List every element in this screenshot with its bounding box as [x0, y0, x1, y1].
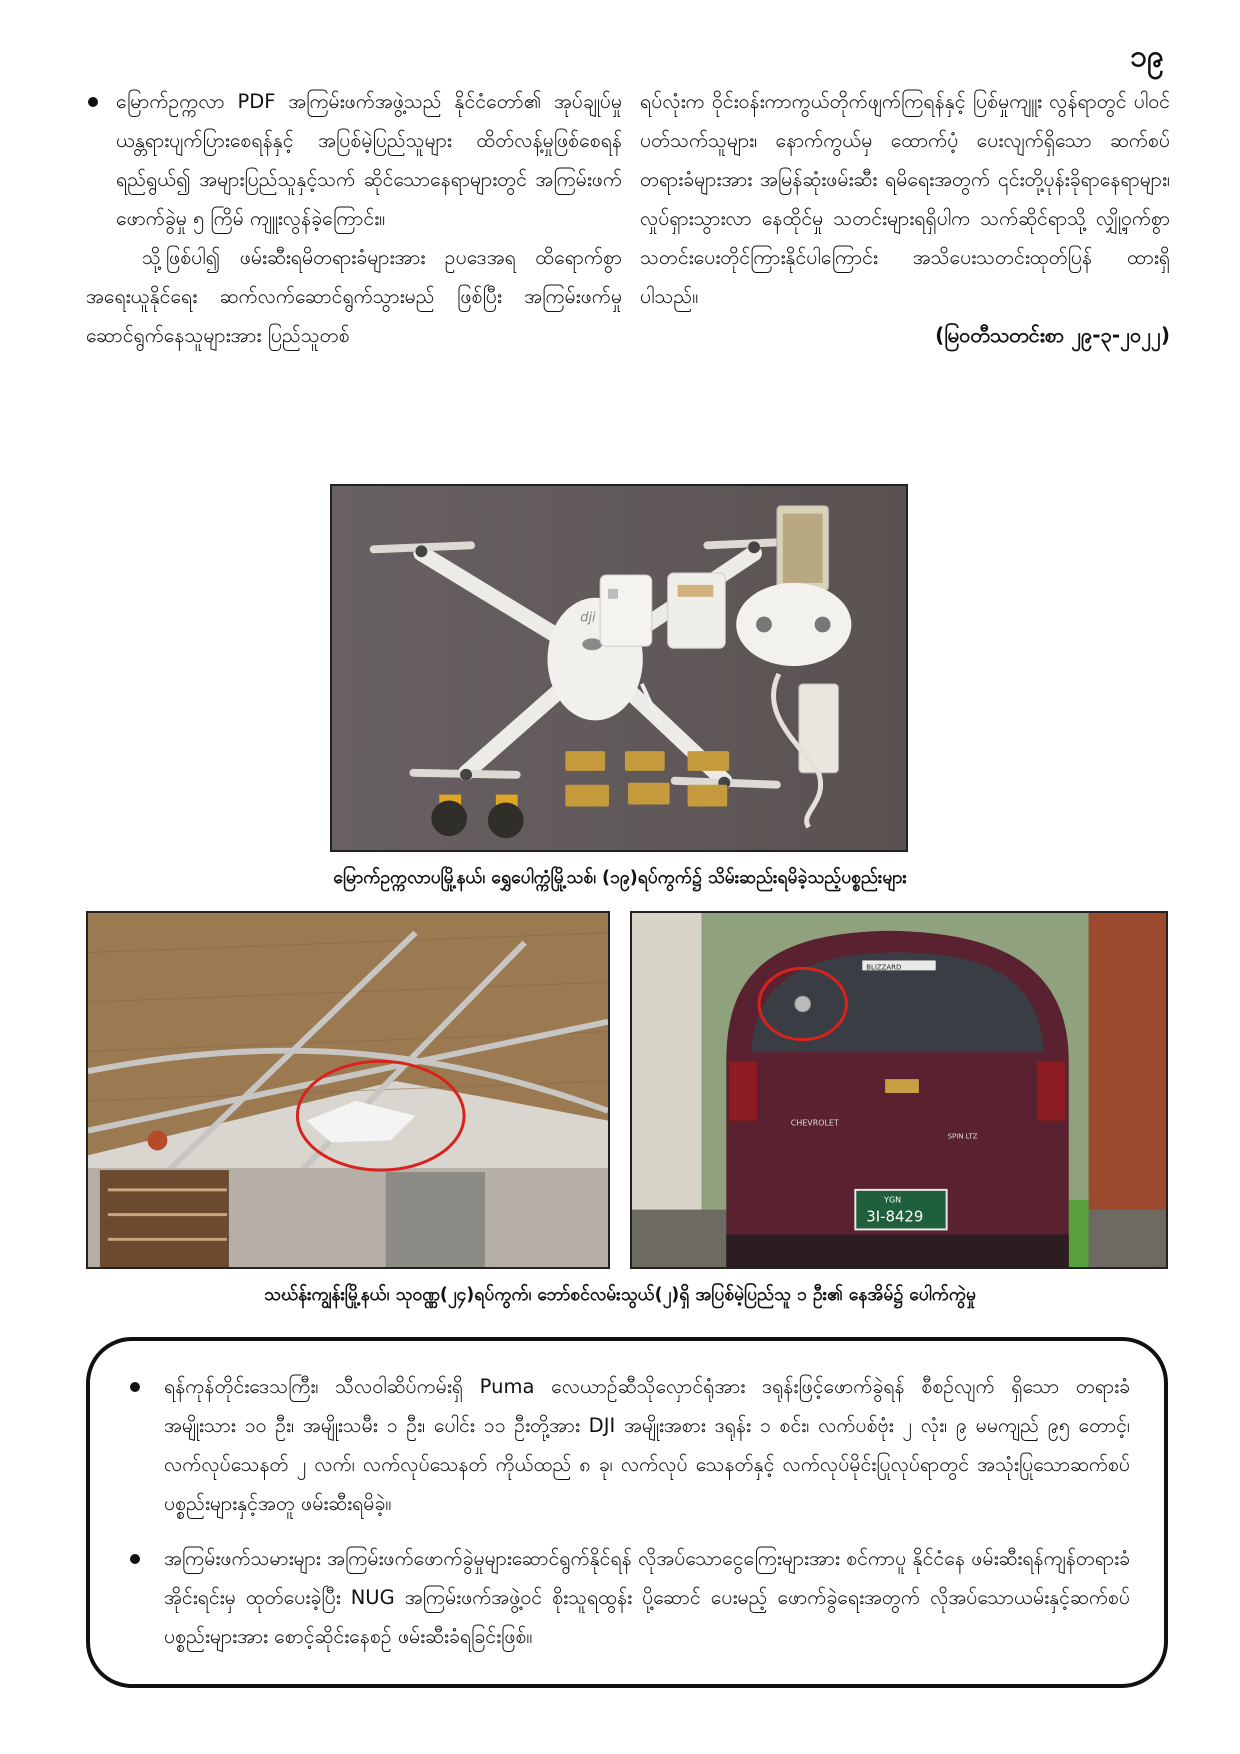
summary-item-text: အကြမ်းဖက်သမားများ အကြမ်းဖက်ဖောက်ခွဲမှုများဆောင်ရွက်နိုင်ရန် လိုအပ်သောငွေကြေးများအား စင်ကာပူ နိုင်ငံနေ ဖမ်းဆီးရန်ကျန်တရားခံ အိုင်းရင်းမှ ထုတ်ပေးခဲ့ပြီး NUG အကြမ်းဖက်အဖွဲ့ဝင် စိုးသူရထွန်း ပို့ဆောင် ပေးမည့် ဖောက်ခွဲရေးအတွက် လိုအပ်သောယမ်းနှင့်ဆက်စပ်ပစ္စည်းများအား စောင့်ဆိုင်းနေစဉ် ဖမ်းဆီးခံရခြင်းဖြစ်။: [164, 1547, 1130, 1648]
figure1-caption: မြောက်ဥက္ကလာပမြို့နယ်၊ ရွှေပေါက္ကံမြို့သစ်၊ (၁၉)ရပ်ကွက်၌ သိမ်းဆည်းရမိခဲ့သည့်ပစ္စည်းများ: [333, 868, 907, 888]
bullet-icon: [130, 1382, 140, 1392]
summary-item: [124, 1539, 1130, 1656]
right-paragraph: ရပ်လုံးက ဝိုင်းဝန်းကာကွယ်တိုက်ဖျက်ကြရန်နှင့် ပြစ်မှုကျူး လွန်ရာတွင် ပါဝင်ပတ်သက်သူများ၊ နောက်ကွယ်မှ ထောက်ပံ့ ပေးလျက်ရှိသော ဆက်စပ်တရားခံများအား အမြန်ဆုံးဖမ်းဆီး ရမိရေးအတွက် ၎င်းတို့ပုန်းခိုရာနေရာများ၊ လှုပ်ရှားသွားလာ နေထိုင်မှု သတင်းများရရှိပါက သက်ဆိုင်ရာသို့ လျှို့ဝှက်စွာ သတင်းပေးတိုင်ကြားနိုင်ပါကြောင်း အသိပေးသတင်းထုတ်ပြန် ထားရှိပါသည်။: [640, 90, 1170, 308]
left-bullet-paragraph: [86, 82, 622, 238]
plate-number-text: 3I-8429: [866, 1207, 924, 1226]
left-bullet-text: မြောက်ဥက္ကလာ PDF အကြမ်းဖက်အဖွဲ့သည် နိုင်ငံတော်၏ အုပ်ချုပ်မှုယန္တရားပျက်ပြားစေရန်နှင့် အပြစ်မဲ့ပြည်သူများ ထိတ်လန့်မှုဖြစ်စေရန်ရည်ရွယ်၍ အများပြည်သူနှင့်သက် ဆိုင်သောနေရာများတွင် အကြမ်းဖက်ဖောက်ခွဲမှု ၅ ကြိမ် ကျူးလွန်ခဲ့ကြောင်း။: [116, 90, 622, 230]
right-column: [640, 82, 1170, 355]
summary-box: [86, 1337, 1168, 1688]
seized-items-photo: [330, 484, 908, 852]
source-citation: (မြဝတီသတင်းစာ ၂၉-၃-၂၀၂၂): [935, 323, 1170, 347]
canopy-damage-photo: [86, 911, 610, 1269]
bullet-icon: [130, 1554, 140, 1564]
left-paragraph-2: သို့ဖြစ်ပါ၍ ဖမ်းဆီးရမိတရားခံများအား ဥပဒေအရ ထိရောက်စွာအရေးယူနိုင်ရေး ဆက်လက်ဆောင်ရွက်သွားမည် ဖြစ်ပြီး အကြမ်းဖက်မှုဆောင်ရွက်နေသူများအား ပြည်သူတစ်: [86, 246, 622, 347]
rear-sticker-text: BLIZZARD: [866, 963, 902, 972]
page-number: ၁၉: [1130, 39, 1164, 74]
figure2-caption: သဃ်န်းကျွန်းမြို့နယ်၊ သုဝဏ္ဏ(၂၄)ရပ်ကွက်၊ ဘော်စင်လမ်းသွယ်(၂)ရှိ အပြစ်မဲ့ပြည်သူ ၁ ဦး၏ နေအိမ်၌ ပေါက်ကွဲမှု: [264, 1285, 976, 1305]
bullet-icon: [88, 97, 98, 107]
summary-item: [124, 1367, 1130, 1523]
car-brand-text: CHEVROLET: [790, 1118, 839, 1128]
drone-logo-text: dji: [580, 610, 596, 626]
left-column: [86, 82, 622, 355]
summary-item-text: ရန်ကုန်တိုင်းဒေသကြီး၊ သီလဝါဆိပ်ကမ်းရှိ Puma လေယာဉ်ဆီသိုလှောင်ရုံအား ဒရုန်းဖြင့်ဖောက်ခွဲရန် စီစဉ်လျက် ရှိသော တရားခံ အမျိုးသား ၁၀ ဦး၊ အမျိုးသမီး ၁ ဦး၊ ပေါင်း ၁၁ ဦးတို့အား DJI အမျိုးအစား ဒရုန်း ၁ စင်း၊ လက်ပစ်ဗုံး ၂ လုံး၊ ၉ မမကျည် ၉၅ တောင့်၊ လက်လုပ်သေနတ် ၂ လက်၊ လက်လုပ်သေနတ် ကိုယ်ထည် ၈ ခု၊ လက်လုပ် သေနတ်နှင့် လက်လုပ်မိုင်းပြုလုပ်ရာတွင် အသုံးပြုသောဆက်စပ်ပစ္စည်းများနှင့်အတူ ဖမ်းဆီးရမိခဲ့။: [164, 1375, 1130, 1515]
car-damage-photo: [630, 911, 1168, 1269]
car-model-text: SPIN LTZ: [947, 1132, 978, 1141]
plate-region-text: YGN: [884, 1195, 902, 1205]
